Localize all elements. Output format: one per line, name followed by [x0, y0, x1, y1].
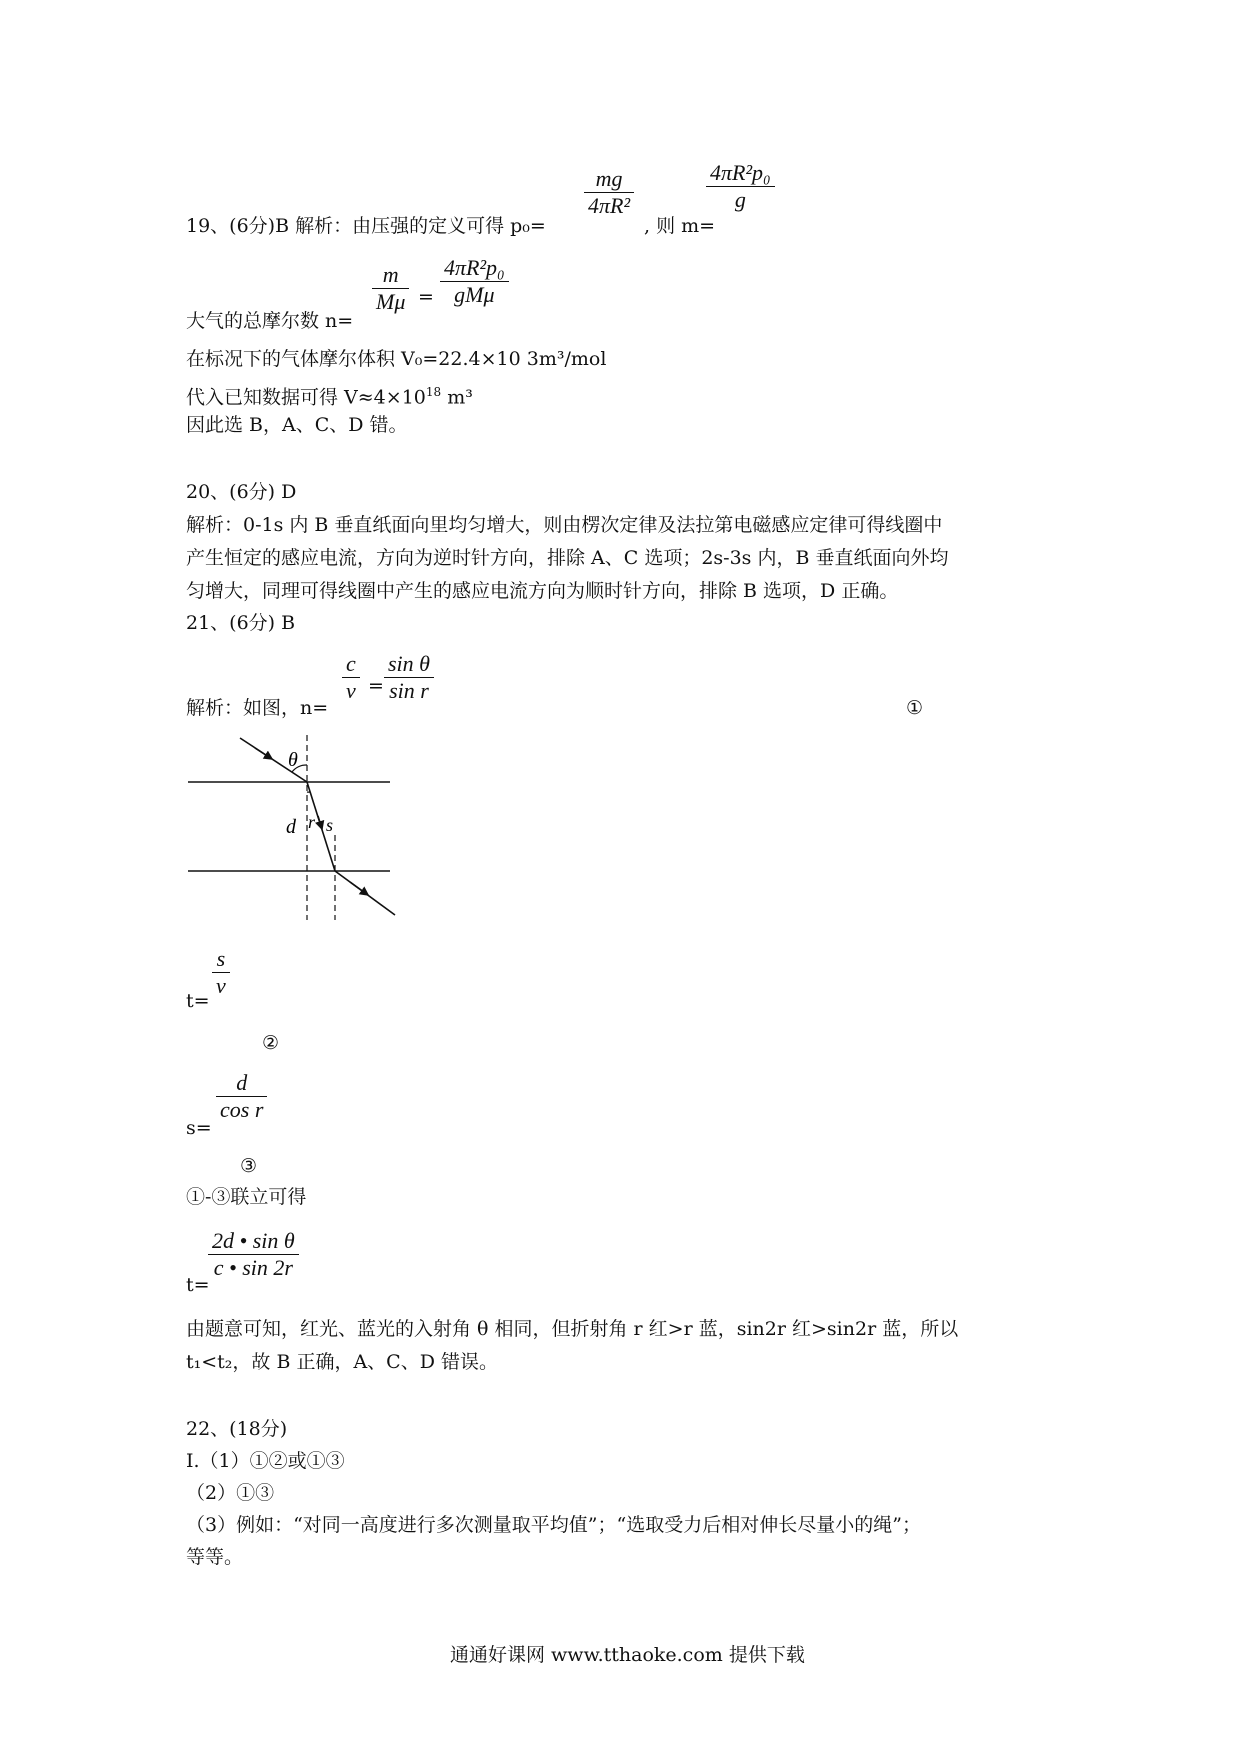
q21-eq2-prefix: t=: [186, 990, 210, 1012]
q21-eq4-den: c • sin 2r: [213, 1255, 293, 1280]
q21-eq2-frac: [212, 946, 230, 999]
q21-eq1-prefix: 解析：如图，n=: [186, 697, 329, 719]
q19-line5: 因此选 B，A、C、D 错。: [186, 414, 408, 436]
q22-line2: （2）①③: [186, 1482, 275, 1504]
q21-eq3-num: d: [236, 1070, 248, 1095]
q21-eq1-frac-a: [342, 651, 360, 704]
q21-conclusion2: t₁<t₂，故 B 正确，A、C、D 错误。: [186, 1351, 498, 1373]
q19-line4-exp: 18: [425, 385, 442, 399]
emergent-arrow: [350, 882, 368, 895]
q22-heading: 22、(18分): [186, 1418, 288, 1440]
q19-frac-m-num: 4πR²p₀: [710, 160, 771, 185]
q19-frac-n1-den: Mμ: [376, 289, 406, 314]
q19-frac-p0-den: 4πR²: [588, 193, 631, 218]
q19-frac-n2: [440, 255, 509, 308]
q21-eq4-num: 2d • sin θ: [212, 1228, 295, 1253]
q22-line1: Ⅰ.（1）①②或①③: [186, 1450, 345, 1472]
equals-sign: =: [418, 286, 434, 308]
d-label: d: [286, 816, 296, 838]
q19-line4: [186, 381, 473, 408]
r-label: r: [308, 812, 316, 832]
q19-heading: 19、(6分)B 解析：由压强的定义可得 p₀=: [186, 215, 546, 237]
q21-conclusion1: 由题意可知，红光、蓝光的入射角 θ 相同，但折射角 r 红>r 蓝，sin2r 红>sin2r 蓝，所以: [186, 1318, 959, 1340]
q20-line2: 产生恒定的感应电流，方向为逆时针方向，排除 A、C 选项；2s-3s 内，B 垂直纸面向外均: [186, 547, 949, 569]
theta-label: θ: [288, 749, 298, 771]
incident-arrow: [255, 748, 272, 759]
q19-frac-n2-den: gMμ: [454, 282, 495, 307]
q19-line3: 在标况下的气体摩尔体积 V₀=22.4×10 3m³/mol: [186, 348, 607, 370]
q22-line3: （3）例如：“对同一高度进行多次测量取平均值”；“选取受力后相对伸长尽量小的绳”；: [186, 1514, 921, 1536]
q21-mark3: ③: [240, 1155, 258, 1177]
q19-frac-n2-num: 4πR²p₀: [444, 255, 505, 280]
q19-line2-prefix: 大气的总摩尔数 n=: [186, 310, 354, 332]
q21-eq4-prefix: t=: [186, 1274, 210, 1296]
q20-heading: 20、(6分) D: [186, 481, 297, 503]
q19-frac-p0: [584, 166, 634, 219]
s-label: s: [326, 815, 334, 835]
q19-line4-a: 代入已知数据可得 V≈4×10: [186, 386, 426, 409]
page-footer: 通通好课网 www.tthaoke.com 提供下载: [450, 1644, 805, 1666]
q21-eq2-den: v: [216, 973, 226, 998]
q22-line4: 等等。: [186, 1546, 244, 1568]
q21-eq3-den: cos r: [220, 1097, 264, 1122]
refraction-diagram: [180, 730, 410, 925]
q21-eq1-frac-a-num: c: [346, 651, 356, 676]
q19-line4-b: m³: [441, 386, 473, 409]
q21-heading: 21、(6分) B: [186, 612, 296, 634]
q20-line3: 匀增大，同理可得线圈中产生的感应电流方向为顺时针方向，排除 B 选项，D 正确。: [186, 580, 899, 602]
q19-frac-p0-num: mg: [595, 166, 623, 191]
q20-line1: 解析：0-1s 内 B 垂直纸面向里均匀增大，则由楞次定律及法拉第电磁感应定律可得线圈中: [186, 514, 943, 536]
q21-eq1-frac-b-num: sin θ: [388, 651, 430, 676]
q21-mark2: ②: [262, 1032, 280, 1054]
q21-eq1-frac-b: [384, 651, 434, 704]
q21-eq3-prefix: s=: [186, 1117, 212, 1139]
q19-mid: , 则 m=: [644, 215, 716, 237]
q21-eq2-num: s: [216, 946, 226, 971]
q19-frac-n1: [372, 262, 409, 315]
equals-sign: =: [368, 675, 384, 697]
q21-mark1: ①: [906, 697, 924, 719]
q21-eq1-frac-b-den: sin r: [389, 678, 429, 703]
q19-frac-n1-num: m: [382, 262, 399, 287]
q19-frac-m-den: g: [734, 187, 746, 212]
q21-eq3-frac: [216, 1070, 267, 1123]
q21-eq1-frac-a-den: v: [346, 678, 356, 703]
refracted-arrow: [318, 816, 322, 829]
q21-eq4-frac: [208, 1228, 299, 1281]
q19-frac-m: [706, 160, 775, 213]
q21-combine: ①-③联立可得: [186, 1186, 307, 1208]
